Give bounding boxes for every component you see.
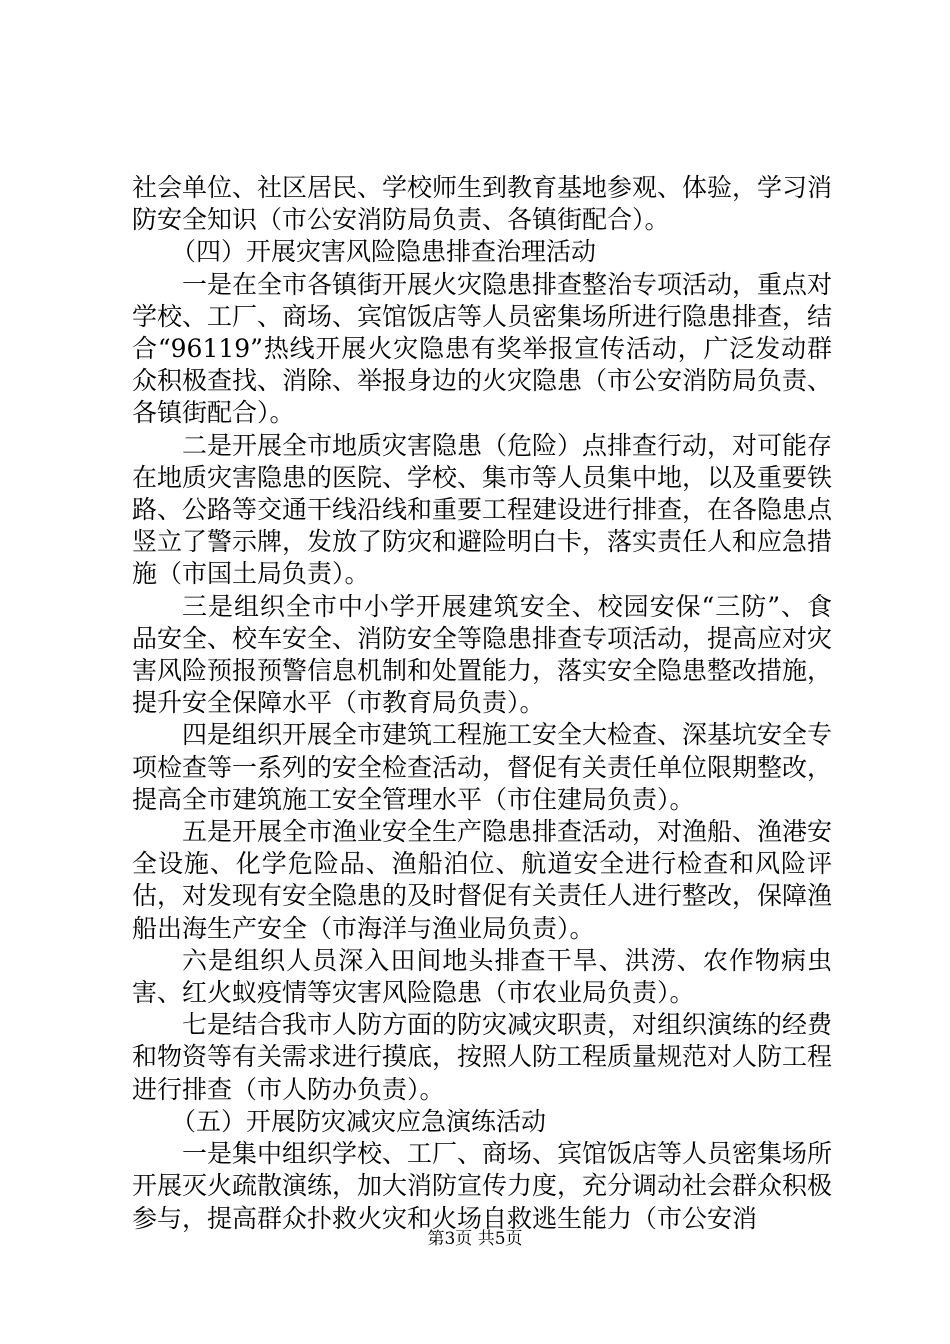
section-heading-4: （四）开展灾害风险隐患排查治理活动 xyxy=(171,237,597,267)
paragraph-item-2: 二是开展全市地质灾害隐患（危险）点排查行动，对可能存在地质灾害隐患的医院、学校、集市等人员集中地，以及重要铁路、公路等交通干线沿线和重要工程建设进行排查，在各隐患点竖立了警示牌，发放了防灾和避险明白卡，落实责任人和应急措施（市国土局负责）。 xyxy=(132,430,833,589)
paragraph-item-6: 六是组织人员深入田间地头排查干旱、洪涝、农作物病虫害、红火蚁疫情等灾害风险隐患（市农业局负责）。 xyxy=(132,945,832,1008)
paragraph-item-3: 三是组织全市中小学开展建筑安全、校园安保“三防”、食品安全、校车安全、消防安全等隐患排查专项活动，提高应对灾害风险预报预警信息机制和处置能力，落实安全隐患整改措施，提升安全保障水平（市教育局负责）。 xyxy=(132,591,833,718)
paragraph-item-4: 四是组织开展全市建筑工程施工安全大检查、深基坑安全专项检查等一系列的安全检查活动，督促有关责任单位限期整改，提高全市建筑施工安全管理水平（市住建局负责）。 xyxy=(132,720,833,814)
document-body xyxy=(132,172,832,1235)
page-footer: 第3页 共5页 xyxy=(427,1229,523,1249)
section-heading-5: （五）开展防灾减灾应急演练活动 xyxy=(171,1106,547,1136)
paragraph-item-7: 七是结合我市人防方面的防灾减灾职责，对组织演练的经费和物资等有关需求进行摸底，按照人防工程质量规范对人防工程进行排查（市人防办负责）。 xyxy=(132,1010,833,1104)
paragraph-item-1: 一是在全市各镇街开展火灾隐患排查整治专项活动，重点对学校、工厂、商场、宾馆饭店等人员密集场所进行隐患排查，结合“96119”热线开展火灾隐患有奖举报宣传活动，广泛发动群众积极查找、消除、举报身边的火灾隐患（市公安消防局负责、各镇街配合）。 xyxy=(132,269,833,428)
paragraph-continued: 社会单位、社区居民、学校师生到教育基地参观、体验，学习消防安全知识（市公安消防局负责、各镇街配合）。 xyxy=(132,173,833,235)
paragraph-item-8: 一是集中组织学校、工厂、商场、宾馆饭店等人员密集场所开展灭火疏散演练，加大消防宣传力度，充分调动社会群众积极参与，提高群众扑救火灾和火场自救逃生能力（市公安消 xyxy=(132,1139,833,1233)
paragraph-item-5: 五是开展全市渔业安全生产隐患排查活动，对渔船、渔港安全设施、化学危险品、渔船泊位、航道安全进行检查和风险评估，对发现有安全隐患的及时督促有关责任人进行整改，保障渔船出海生产安全（市海洋与渔业局负责）。 xyxy=(132,817,833,943)
